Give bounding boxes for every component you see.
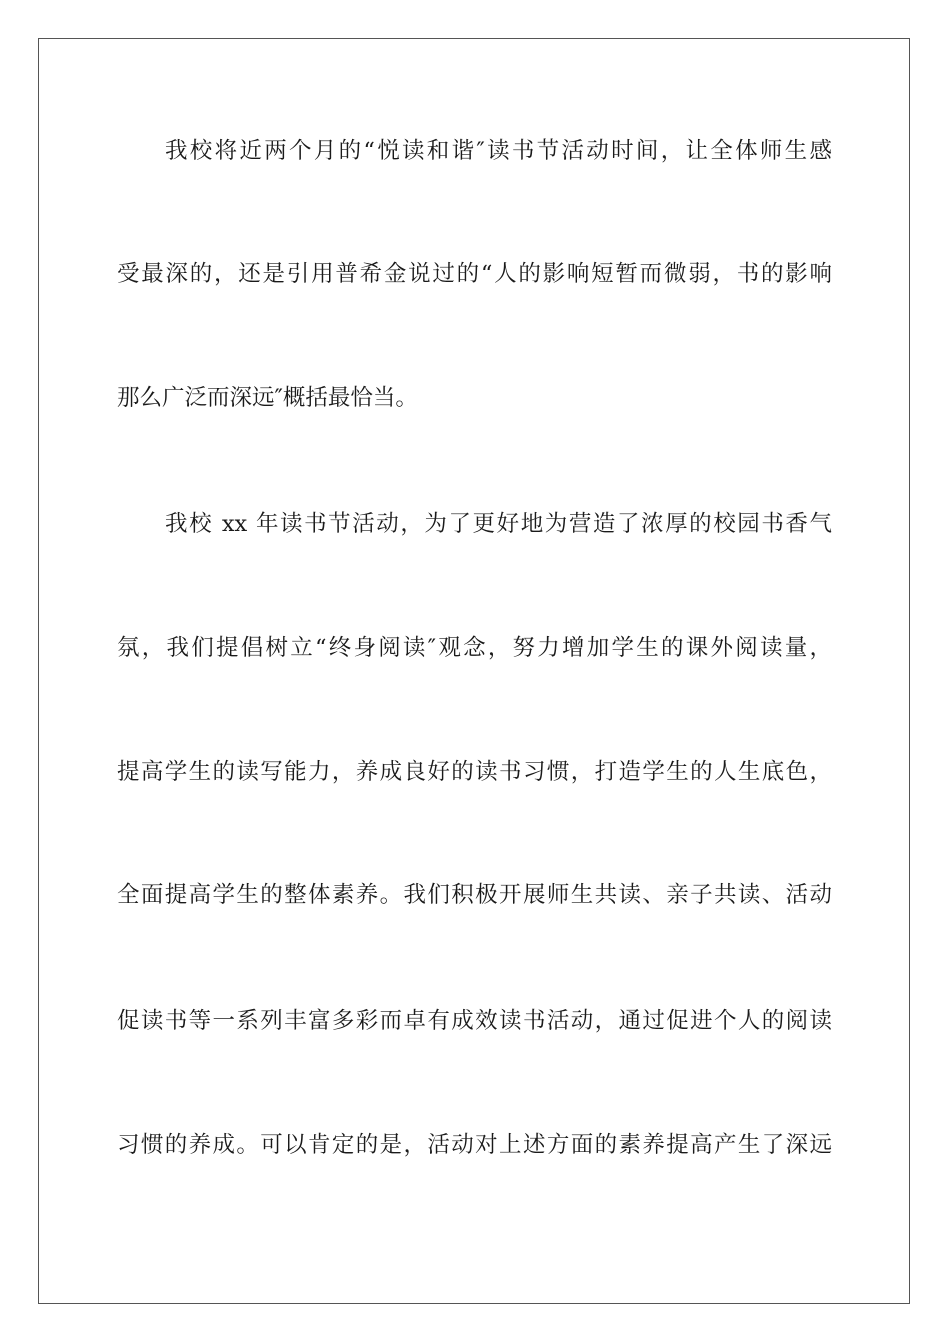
text-line: 我校 xx 年读书节活动，为了更好地为营造了浓厚的校园书香气 xyxy=(165,511,832,537)
text-line: 受最深的，还是引用普希金说过的“人的影响短暂而微弱，书的影响 xyxy=(117,261,832,287)
page-border xyxy=(38,38,910,1304)
text-line: 习惯的养成。可以肯定的是，活动对上述方面的素养提高产生了深远 xyxy=(117,1132,832,1158)
text-line: 氛，我们提倡树立“终身阅读″观念，努力增加学生的课外阅读量， xyxy=(117,635,832,661)
text-line: 全面提高学生的整体素养。我们积极开展师生共读、亲子共读、活动 xyxy=(117,882,832,908)
text-line: 我校将近两个月的“悦读和谐″读书节活动时间，让全体师生感 xyxy=(165,138,832,164)
text-line: 促读书等一系列丰富多彩而卓有成效读书活动，通过促进个人的阅读 xyxy=(117,1008,832,1034)
text-line: 那么广泛而深远″概括最恰当。 xyxy=(117,385,418,411)
text-line: 提高学生的读写能力，养成良好的读书习惯，打造学生的人生底色， xyxy=(117,759,832,785)
